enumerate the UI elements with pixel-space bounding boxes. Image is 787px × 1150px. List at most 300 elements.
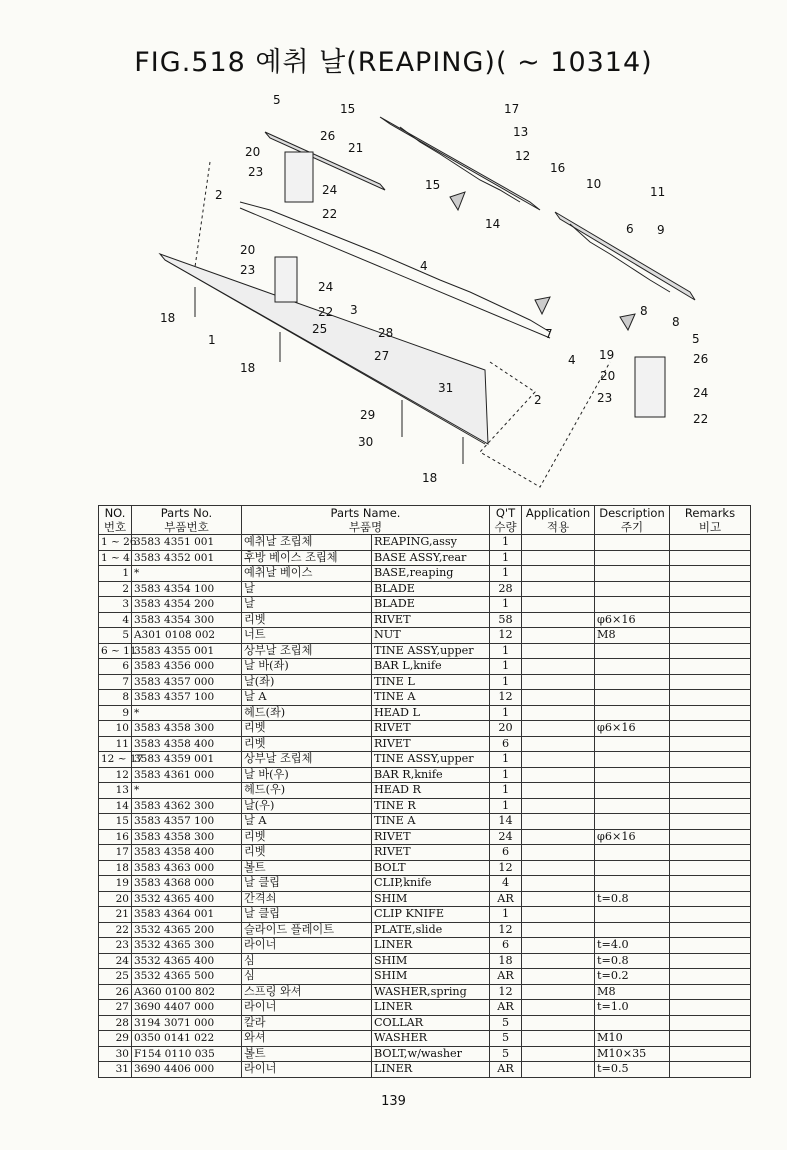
- svg-text:31: 31: [438, 381, 454, 395]
- cell-application: [522, 860, 595, 876]
- cell-qty: 28: [490, 581, 522, 597]
- cell-qty: 1: [490, 535, 522, 551]
- cell-en: BLADE: [372, 581, 490, 597]
- svg-text:15: 15: [425, 178, 441, 192]
- cell-kr: 날: [242, 581, 372, 597]
- cell-kr: 라이너: [242, 1000, 372, 1016]
- cell-qty: 20: [490, 721, 522, 737]
- cell-en: TINE A: [372, 814, 490, 830]
- parts-table: [98, 505, 751, 1078]
- svg-text:27: 27: [374, 349, 390, 363]
- cell-application: [522, 1062, 595, 1078]
- cell-desc: M8: [595, 984, 670, 1000]
- cell-no: 31: [99, 1062, 132, 1078]
- cell-qty: 1: [490, 597, 522, 613]
- cell-part_no: 3583 4358 300: [132, 829, 242, 845]
- cell-remarks: [670, 1062, 751, 1078]
- cell-part_no: 3532 4365 300: [132, 938, 242, 954]
- cell-application: [522, 674, 595, 690]
- cell-en: BOLT: [372, 860, 490, 876]
- cell-desc: [595, 566, 670, 582]
- cell-en: BASE,reaping: [372, 566, 490, 582]
- cell-kr: 리벳: [242, 845, 372, 861]
- cell-part_no: 3583 4357 100: [132, 814, 242, 830]
- cell-application: [522, 767, 595, 783]
- cell-kr: 날: [242, 597, 372, 613]
- table-row: [99, 566, 751, 582]
- cell-remarks: [670, 922, 751, 938]
- cell-qty: 1: [490, 767, 522, 783]
- header-description: Description: [595, 506, 670, 521]
- table-row: [99, 643, 751, 659]
- table-row: [99, 690, 751, 706]
- cell-part_no: 3583 4354 100: [132, 581, 242, 597]
- table-row: [99, 535, 751, 551]
- cell-part_no: *: [132, 566, 242, 582]
- svg-text:18: 18: [160, 311, 176, 325]
- svg-text:2: 2: [534, 393, 542, 407]
- cell-en: SHIM: [372, 953, 490, 969]
- cell-en: TINE ASSY,upper: [372, 643, 490, 659]
- cell-no: 6: [99, 659, 132, 675]
- svg-text:24: 24: [322, 183, 338, 197]
- cell-part_no: 3583 4363 000: [132, 860, 242, 876]
- cell-kr: 리벳: [242, 736, 372, 752]
- cell-en: BOLT,w/washer: [372, 1046, 490, 1062]
- svg-text:15: 15: [340, 102, 356, 116]
- table-row: [99, 938, 751, 954]
- cell-application: [522, 752, 595, 768]
- svg-text:3: 3: [350, 303, 358, 317]
- cell-remarks: [670, 907, 751, 923]
- cell-en: LINER: [372, 938, 490, 954]
- svg-text:6: 6: [626, 222, 634, 236]
- cell-part_no: 3583 4354 300: [132, 612, 242, 628]
- svg-text:12: 12: [515, 149, 531, 163]
- cell-qty: AR: [490, 891, 522, 907]
- cell-desc: [595, 597, 670, 613]
- cell-no: 23: [99, 938, 132, 954]
- cell-part_no: 3583 4355 001: [132, 643, 242, 659]
- cell-qty: 1: [490, 643, 522, 659]
- cell-kr: 리벳: [242, 721, 372, 737]
- cell-no: 29: [99, 1031, 132, 1047]
- cell-en: NUT: [372, 628, 490, 644]
- cell-kr: 볼트: [242, 860, 372, 876]
- cell-kr: 날(우): [242, 798, 372, 814]
- table-row: [99, 1046, 751, 1062]
- cell-en: TINE L: [372, 674, 490, 690]
- cell-part_no: 3583 4361 000: [132, 767, 242, 783]
- cell-remarks: [670, 535, 751, 551]
- cell-en: CLIP,knife: [372, 876, 490, 892]
- cell-en: PLATE,slide: [372, 922, 490, 938]
- cell-no: 18: [99, 860, 132, 876]
- table-row: [99, 1000, 751, 1016]
- svg-text:23: 23: [240, 263, 256, 277]
- cell-part_no: 3583 4356 000: [132, 659, 242, 675]
- cell-desc: [595, 922, 670, 938]
- svg-text:7: 7: [545, 327, 553, 341]
- cell-no: 17: [99, 845, 132, 861]
- cell-remarks: [670, 581, 751, 597]
- cell-kr: 날 A: [242, 814, 372, 830]
- cell-application: [522, 814, 595, 830]
- cell-kr: 헤드(우): [242, 783, 372, 799]
- cell-part_no: 3532 4365 500: [132, 969, 242, 985]
- cell-kr: 심: [242, 969, 372, 985]
- cell-qty: 1: [490, 705, 522, 721]
- cell-kr: 스프링 와셔: [242, 984, 372, 1000]
- cell-desc: [595, 535, 670, 551]
- parts-table-body: [99, 535, 751, 1078]
- header-application: Application: [522, 506, 595, 521]
- cell-kr: 날 클립: [242, 876, 372, 892]
- cell-qty: 1: [490, 659, 522, 675]
- cell-part_no: F154 0110 035: [132, 1046, 242, 1062]
- cell-application: [522, 845, 595, 861]
- cell-part_no: *: [132, 705, 242, 721]
- cell-application: [522, 721, 595, 737]
- cell-no: 2: [99, 581, 132, 597]
- cell-application: [522, 953, 595, 969]
- table-row: [99, 984, 751, 1000]
- cell-desc: [595, 767, 670, 783]
- cell-application: [522, 659, 595, 675]
- svg-text:10: 10: [586, 177, 602, 191]
- cell-qty: 58: [490, 612, 522, 628]
- svg-text:22: 22: [693, 412, 709, 426]
- cell-part_no: 3532 4365 400: [132, 891, 242, 907]
- svg-text:22: 22: [322, 207, 338, 221]
- cell-desc: φ6×16: [595, 612, 670, 628]
- table-row: [99, 814, 751, 830]
- cell-remarks: [670, 814, 751, 830]
- cell-remarks: [670, 597, 751, 613]
- svg-text:16: 16: [550, 161, 566, 175]
- cell-no: 21: [99, 907, 132, 923]
- cell-kr: 상부날 조립체: [242, 643, 372, 659]
- cell-kr: 날 클립: [242, 907, 372, 923]
- cell-qty: 1: [490, 674, 522, 690]
- cell-desc: [595, 907, 670, 923]
- cell-en: CLIP KNIFE: [372, 907, 490, 923]
- cell-application: [522, 829, 595, 845]
- cell-kr: 와셔: [242, 1031, 372, 1047]
- table-row: [99, 581, 751, 597]
- cell-application: [522, 938, 595, 954]
- header-no: NO.: [99, 506, 132, 521]
- cell-remarks: [670, 845, 751, 861]
- table-row: [99, 674, 751, 690]
- table-row: [99, 783, 751, 799]
- cell-desc: M8: [595, 628, 670, 644]
- cell-remarks: [670, 783, 751, 799]
- cell-remarks: [670, 1031, 751, 1047]
- cell-en: LINER: [372, 1000, 490, 1016]
- table-row: [99, 659, 751, 675]
- cell-en: TINE ASSY,upper: [372, 752, 490, 768]
- svg-text:13: 13: [513, 125, 529, 139]
- cell-kr: 헤드(좌): [242, 705, 372, 721]
- cell-qty: AR: [490, 1062, 522, 1078]
- cell-remarks: [670, 1000, 751, 1016]
- cell-qty: 5: [490, 1031, 522, 1047]
- cell-remarks: [670, 891, 751, 907]
- cell-kr: 후방 베이스 조립체: [242, 550, 372, 566]
- exploded-parts-diagram: [140, 92, 720, 490]
- cell-desc: [595, 845, 670, 861]
- cell-part_no: 3194 3071 000: [132, 1015, 242, 1031]
- cell-application: [522, 1031, 595, 1047]
- cell-qty: 14: [490, 814, 522, 830]
- cell-en: COLLAR: [372, 1015, 490, 1031]
- cell-remarks: [670, 829, 751, 845]
- svg-text:25: 25: [312, 322, 328, 336]
- cell-no: 27: [99, 1000, 132, 1016]
- cell-desc: φ6×16: [595, 721, 670, 737]
- svg-text:4: 4: [568, 353, 576, 367]
- cell-qty: 6: [490, 845, 522, 861]
- cell-no: 26: [99, 984, 132, 1000]
- cell-kr: 예취날 조립체: [242, 535, 372, 551]
- cell-en: REAPING,assy: [372, 535, 490, 551]
- header-part-name: Parts Name.: [242, 506, 490, 521]
- cell-remarks: [670, 1046, 751, 1062]
- cell-kr: 칼라: [242, 1015, 372, 1031]
- cell-desc: [595, 1015, 670, 1031]
- cell-application: [522, 550, 595, 566]
- cell-application: [522, 984, 595, 1000]
- cell-no: 30: [99, 1046, 132, 1062]
- cell-application: [522, 597, 595, 613]
- cell-application: [522, 566, 595, 582]
- cell-no: 25: [99, 969, 132, 985]
- cell-remarks: [670, 690, 751, 706]
- cell-desc: t=0.5: [595, 1062, 670, 1078]
- table-row: [99, 705, 751, 721]
- cell-desc: t=4.0: [595, 938, 670, 954]
- header-part-no-kr: 부품번호: [132, 520, 242, 535]
- cell-no: 1 ~ 26: [99, 535, 132, 551]
- cell-application: [522, 891, 595, 907]
- cell-remarks: [670, 659, 751, 675]
- cell-kr: 볼트: [242, 1046, 372, 1062]
- table-row: [99, 1015, 751, 1031]
- cell-en: SHIM: [372, 969, 490, 985]
- svg-text:14: 14: [485, 217, 501, 231]
- cell-application: [522, 907, 595, 923]
- cell-qty: AR: [490, 1000, 522, 1016]
- cell-no: 4: [99, 612, 132, 628]
- page-title: FIG.518 예취 날(REAPING)( ~ 10314): [134, 47, 653, 78]
- cell-remarks: [670, 984, 751, 1000]
- cell-desc: [595, 814, 670, 830]
- table-row: [99, 1031, 751, 1047]
- header-qty-kr: 수량: [490, 520, 522, 535]
- table-row: [99, 953, 751, 969]
- cell-no: 22: [99, 922, 132, 938]
- cell-qty: 4: [490, 876, 522, 892]
- cell-no: 1: [99, 566, 132, 582]
- cell-desc: [595, 674, 670, 690]
- cell-no: 28: [99, 1015, 132, 1031]
- cell-en: BAR R,knife: [372, 767, 490, 783]
- cell-remarks: [670, 566, 751, 582]
- cell-kr: 라이너: [242, 938, 372, 954]
- svg-text:5: 5: [273, 93, 281, 107]
- svg-text:17: 17: [504, 102, 520, 116]
- cell-desc: [595, 736, 670, 752]
- cell-remarks: [670, 752, 751, 768]
- cell-qty: 6: [490, 938, 522, 954]
- cell-qty: 1: [490, 752, 522, 768]
- cell-no: 3: [99, 597, 132, 613]
- cell-en: HEAD R: [372, 783, 490, 799]
- cell-no: 6 ~ 11: [99, 643, 132, 659]
- cell-remarks: [670, 736, 751, 752]
- table-row: [99, 1062, 751, 1078]
- cell-application: [522, 798, 595, 814]
- cell-no: 12 ~ 17: [99, 752, 132, 768]
- cell-remarks: [670, 953, 751, 969]
- cell-application: [522, 783, 595, 799]
- cell-application: [522, 535, 595, 551]
- cell-application: [522, 1046, 595, 1062]
- cell-part_no: A360 0100 802: [132, 984, 242, 1000]
- cell-remarks: [670, 1015, 751, 1031]
- table-row: [99, 922, 751, 938]
- cell-remarks: [670, 612, 751, 628]
- cell-en: RIVET: [372, 721, 490, 737]
- svg-text:20: 20: [245, 145, 261, 159]
- cell-part_no: A301 0108 002: [132, 628, 242, 644]
- cell-application: [522, 736, 595, 752]
- cell-qty: 1: [490, 550, 522, 566]
- page-number: 139: [381, 1094, 406, 1109]
- svg-text:8: 8: [640, 304, 648, 318]
- header-part-no: Parts No.: [132, 506, 242, 521]
- table-row: [99, 550, 751, 566]
- svg-text:11: 11: [650, 185, 666, 199]
- cell-qty: 12: [490, 922, 522, 938]
- cell-remarks: [670, 860, 751, 876]
- cell-application: [522, 1015, 595, 1031]
- svg-text:2: 2: [215, 188, 223, 202]
- cell-application: [522, 876, 595, 892]
- cell-qty: 1: [490, 566, 522, 582]
- svg-text:18: 18: [240, 361, 256, 375]
- cell-qty: 5: [490, 1046, 522, 1062]
- table-row: [99, 798, 751, 814]
- cell-part_no: 3583 4368 000: [132, 876, 242, 892]
- table-row: [99, 891, 751, 907]
- cell-part_no: 3532 4365 400: [132, 953, 242, 969]
- cell-en: TINE A: [372, 690, 490, 706]
- cell-en: BASE ASSY,rear: [372, 550, 490, 566]
- cell-desc: M10×35: [595, 1046, 670, 1062]
- table-row: [99, 845, 751, 861]
- cell-desc: M10: [595, 1031, 670, 1047]
- cell-application: [522, 1000, 595, 1016]
- table-row: [99, 876, 751, 892]
- header-remarks: Remarks: [670, 506, 751, 521]
- table-row: [99, 907, 751, 923]
- cell-en: WASHER,spring: [372, 984, 490, 1000]
- cell-kr: 날(좌): [242, 674, 372, 690]
- cell-no: 15: [99, 814, 132, 830]
- cell-en: BLADE: [372, 597, 490, 613]
- cell-remarks: [670, 643, 751, 659]
- cell-part_no: 3583 4358 400: [132, 845, 242, 861]
- cell-en: LINER: [372, 1062, 490, 1078]
- cell-no: 10: [99, 721, 132, 737]
- cell-desc: [595, 581, 670, 597]
- cell-en: HEAD L: [372, 705, 490, 721]
- cell-qty: 12: [490, 628, 522, 644]
- header-no-kr: 번호: [99, 520, 132, 535]
- cell-part_no: 3583 4358 400: [132, 736, 242, 752]
- cell-desc: [595, 643, 670, 659]
- cell-part_no: 3532 4365 200: [132, 922, 242, 938]
- table-row: [99, 969, 751, 985]
- cell-en: RIVET: [372, 829, 490, 845]
- cell-kr: 날 A: [242, 690, 372, 706]
- cell-no: 9: [99, 705, 132, 721]
- table-row: [99, 736, 751, 752]
- cell-application: [522, 705, 595, 721]
- table-row: [99, 752, 751, 768]
- cell-desc: [595, 659, 670, 675]
- cell-desc: t=1.0: [595, 1000, 670, 1016]
- header-description-kr: 주기: [595, 520, 670, 535]
- cell-qty: 12: [490, 984, 522, 1000]
- table-row: [99, 628, 751, 644]
- cell-desc: t=0.8: [595, 953, 670, 969]
- svg-text:21: 21: [348, 141, 364, 155]
- cell-part_no: 3583 4358 300: [132, 721, 242, 737]
- cell-kr: 날 바(우): [242, 767, 372, 783]
- cell-no: 20: [99, 891, 132, 907]
- cell-qty: 12: [490, 690, 522, 706]
- svg-text:24: 24: [318, 280, 334, 294]
- cell-kr: 간격쇠: [242, 891, 372, 907]
- cell-part_no: 3690 4407 000: [132, 1000, 242, 1016]
- cell-application: [522, 612, 595, 628]
- svg-text:26: 26: [693, 352, 709, 366]
- header-qty: Q'T: [490, 506, 522, 521]
- cell-en: RIVET: [372, 612, 490, 628]
- cell-no: 24: [99, 953, 132, 969]
- table-row: [99, 612, 751, 628]
- svg-text:20: 20: [240, 243, 256, 257]
- cell-part_no: 3583 4354 200: [132, 597, 242, 613]
- cell-desc: [595, 783, 670, 799]
- cell-en: RIVET: [372, 845, 490, 861]
- cell-desc: t=0.8: [595, 891, 670, 907]
- diagram-lines: [160, 117, 695, 487]
- svg-text:1: 1: [208, 333, 216, 347]
- svg-text:29: 29: [360, 408, 376, 422]
- svg-text:5: 5: [692, 332, 700, 346]
- cell-desc: φ6×16: [595, 829, 670, 845]
- cell-qty: AR: [490, 969, 522, 985]
- cell-no: 7: [99, 674, 132, 690]
- svg-text:24: 24: [693, 386, 709, 400]
- cell-qty: 1: [490, 798, 522, 814]
- cell-qty: 12: [490, 860, 522, 876]
- svg-text:4: 4: [420, 259, 428, 273]
